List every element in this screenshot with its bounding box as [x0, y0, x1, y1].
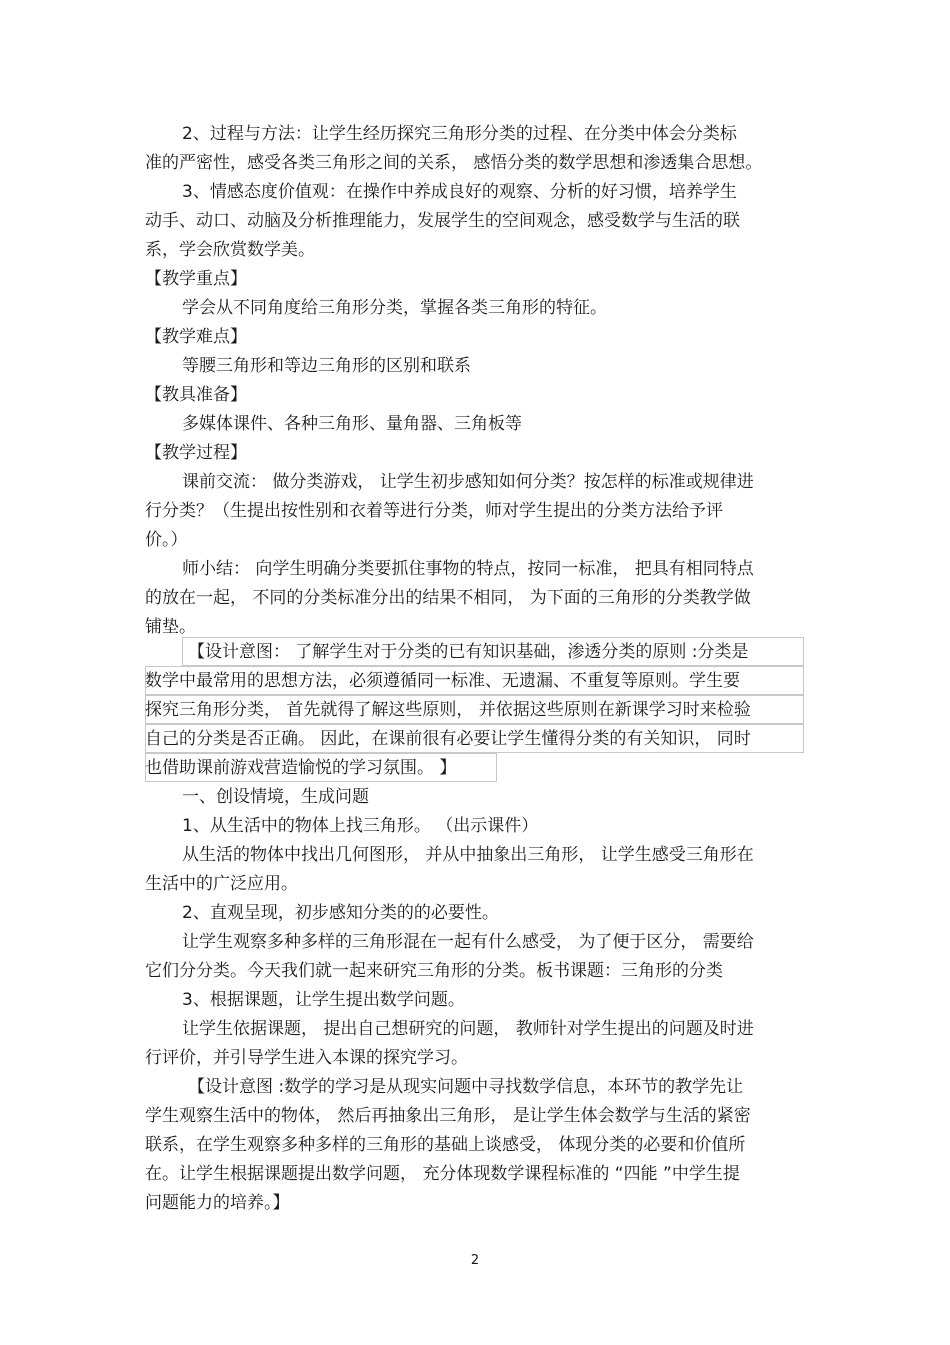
text-line: 价。） [145, 530, 188, 550]
text-line: 从生活的物体中找出几何图形， 并从中抽象出三角形， 让学生感受三角形在 [182, 845, 754, 865]
text-line: 【设计意图 :数学的学习是从现实问题中寻找数学信息，本环节的教学先让 [188, 1077, 744, 1097]
section-heading: 【教具准备】 [145, 385, 247, 405]
section-heading: 【教学过程】 [145, 443, 247, 463]
text-line: 准的严密性，感受各类三角形之间的关系， 感悟分类的数学思想和渗透集合思想。 [145, 153, 763, 173]
text-line: 在。让学生根据课题提出数学问题， 充分体现数学课程标准的 “四能 ”中学生提 [145, 1164, 740, 1184]
text-line: 学生观察生活中的物体， 然后再抽象出三角形， 是让学生体会数学与生活的紧密 [145, 1106, 751, 1126]
text-line: 自己的分类是否正确。 因此，在课前很有必要让学生懂得分类的有关知识， 同时 [145, 729, 751, 749]
text-line: 1、从生活中的物体上找三角形。 （出示课件） [182, 816, 539, 836]
text-line: 的放在一起， 不同的分类标准分出的结果不相同， 为下面的三角形的分类教学做 [145, 588, 751, 608]
text-line: 数学中最常用的思想方法，必须遵循同一标准、无遗漏、不重复等原则。学生要 [145, 671, 740, 691]
section-heading: 【教学难点】 [145, 327, 247, 347]
text-line: 3、情感态度价值观：在操作中养成良好的观察、分析的好习惯，培养学生 [182, 182, 737, 202]
text-line: 3、根据课题，让学生提出数学问题。 [182, 990, 465, 1010]
text-line: 它们分分类。今天我们就一起来研究三角形的分类。板书课题：三角形的分类 [145, 961, 723, 981]
text-line: 师小结： 向学生明确分类要抓住事物的特点，按同一标准， 把具有相同特点 [182, 559, 754, 579]
text-line: 问题能力的培养。】 [145, 1193, 290, 1213]
text-line: 行分类？（生提出按性别和衣着等进行分类，师对学生提出的分类方法给予评 [145, 501, 723, 521]
section-heading: 【教学重点】 [145, 269, 247, 289]
text-line: 动手、动口、动脑及分析推理能力，发展学生的空间观念，感受数学与生活的联 [145, 211, 740, 231]
text-line: 联系，在学生观察多种多样的三角形的基础上谈感受， 体现分类的必要和价值所 [145, 1135, 746, 1155]
text-line: 铺垫。 [145, 617, 196, 637]
text-line: 等腰三角形和等边三角形的区别和联系 [182, 356, 471, 376]
text-line: 也借助课前游戏营造愉悦的学习氛围。 】 [145, 758, 457, 778]
text-line: 探究三角形分类， 首先就得了解这些原则， 并依据这些原则在新课学习时来检验 [145, 700, 751, 720]
page-number: 2 [470, 1253, 480, 1268]
text-line: 让学生依据课题， 提出自己想研究的问题， 教师针对学生提出的问题及时进 [182, 1019, 754, 1039]
text-line: 2、过程与方法：让学生经历探究三角形分类的过程、在分类中体会分类标 [182, 124, 737, 144]
text-line: 【设计意图： 了解学生对于分类的已有知识基础，渗透分类的原则 :分类是 [188, 642, 749, 662]
text-line: 让学生观察多种多样的三角形混在一起有什么感受， 为了便于区分， 需要给 [182, 932, 754, 952]
text-line: 2、直观呈现，初步感知分类的的必要性。 [182, 903, 499, 923]
text-line: 系，学会欣赏数学美。 [145, 240, 315, 260]
text-line: 行评价，并引导学生进入本课的探究学习。 [145, 1048, 468, 1068]
text-line: 一、创设情境，生成问题 [182, 787, 369, 807]
text-line: 多媒体课件、各种三角形、量角器、三角板等 [182, 414, 522, 434]
text-line: 生活中的广泛应用。 [145, 874, 298, 894]
text-line: 学会从不同角度给三角形分类，掌握各类三角形的特征。 [182, 298, 607, 318]
text-line: 课前交流： 做分类游戏， 让学生初步感知如何分类？按怎样的标准或规律进 [182, 472, 754, 492]
